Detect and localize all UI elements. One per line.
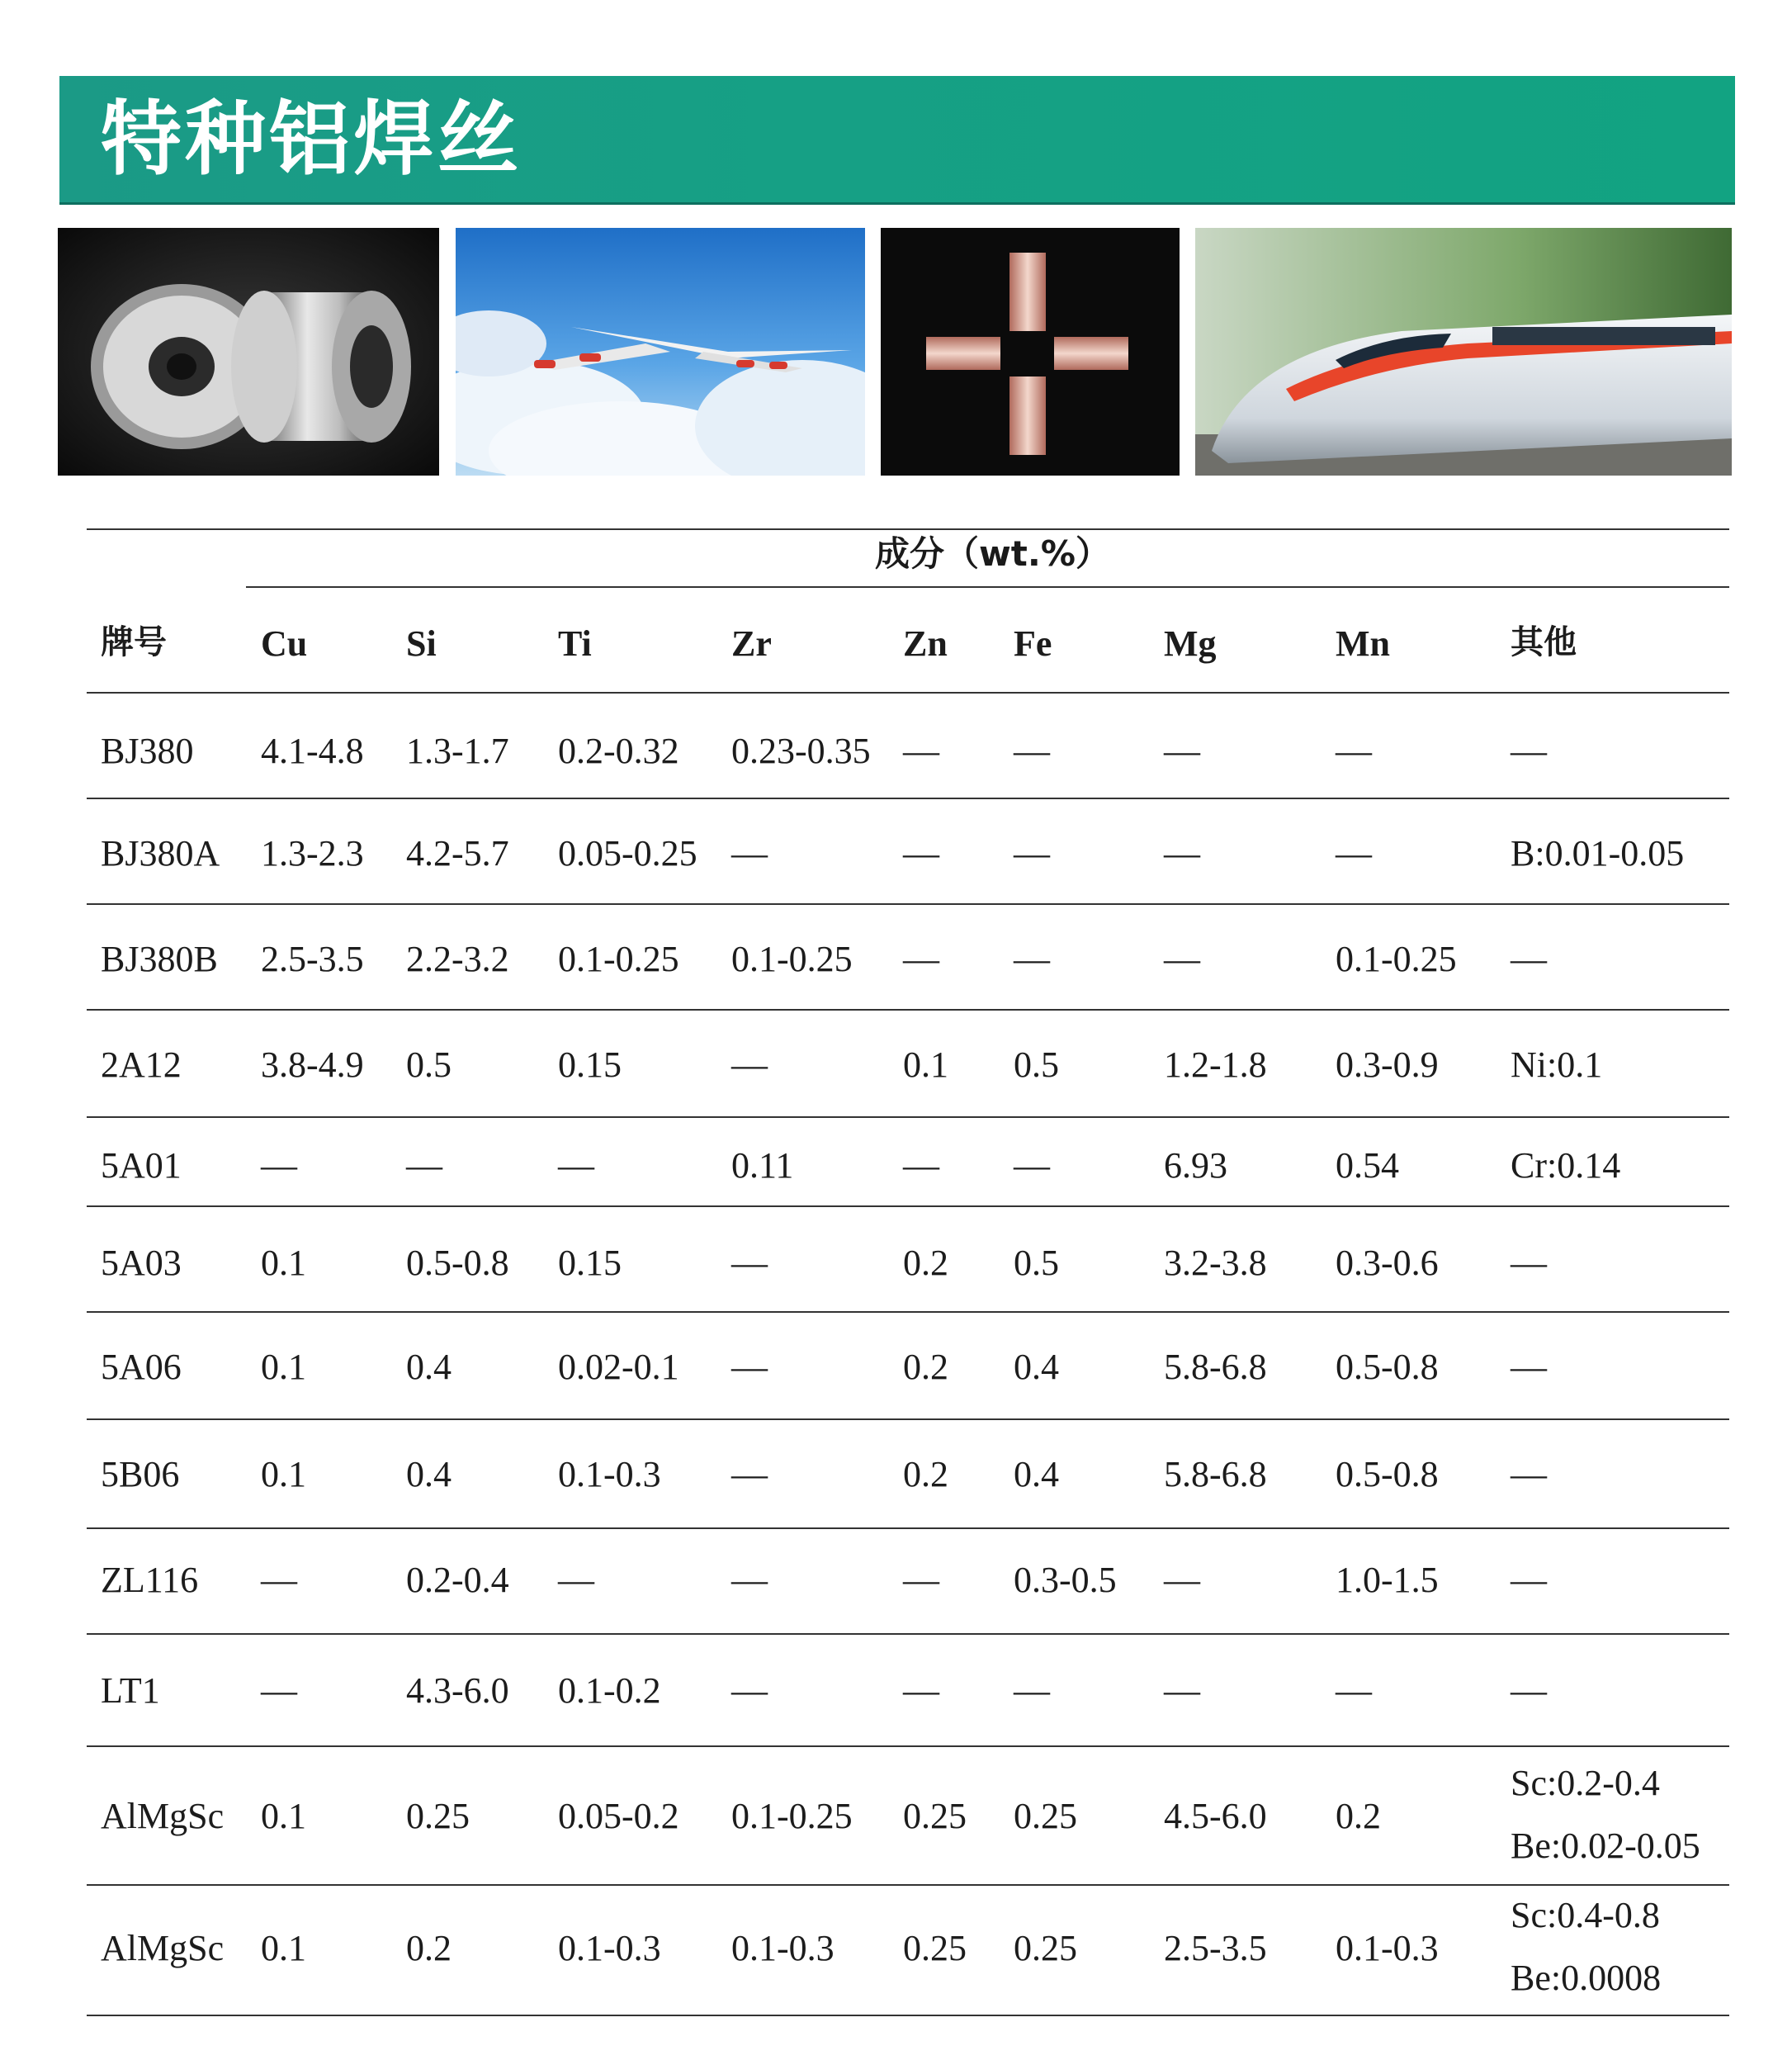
table-cell: — (731, 1454, 768, 1494)
table-cell: 0.05-0.25 (558, 833, 697, 874)
grade-cell: 5A03 (101, 1243, 182, 1283)
table-cell: 0.1-0.25 (731, 939, 853, 979)
table-cell: 0.25 (903, 1796, 967, 1836)
table-cell: Sc:0.2-0.4 (1511, 1763, 1660, 1803)
table-cell: 0.1-0.3 (1336, 1928, 1439, 1968)
table-cell: — (903, 731, 939, 771)
table-cell: — (1014, 939, 1050, 979)
grade-cell: 5A01 (101, 1145, 182, 1186)
table-cell: — (1336, 1670, 1372, 1711)
column-header: Cu (261, 623, 308, 664)
table-cell: — (731, 1243, 768, 1283)
table-cell: — (903, 939, 939, 979)
row-divider (87, 1633, 1729, 1635)
table-cell: 0.2 (903, 1243, 948, 1283)
table-cell: 0.5-0.8 (1336, 1454, 1439, 1494)
table-cell: 0.11 (731, 1145, 794, 1186)
table-cell: — (1164, 731, 1200, 771)
table-cell: 0.02-0.1 (558, 1347, 679, 1387)
table-cell: Sc:0.4-0.8 (1511, 1895, 1660, 1935)
table-cell-extra: Be:0.02-0.05 (1511, 1826, 1700, 1866)
row-divider (87, 1009, 1729, 1011)
column-header: Fe (1014, 623, 1052, 664)
column-header: Mg (1164, 623, 1217, 664)
group-header-rule (246, 586, 1729, 588)
table-cell: 2.5-3.5 (1164, 1928, 1267, 1968)
table-cell: Cr:0.14 (1511, 1145, 1621, 1186)
table-cell: — (1164, 939, 1200, 979)
table-cell: — (1164, 1670, 1200, 1711)
table-cell: — (1014, 731, 1050, 771)
grade-cell: 2A12 (101, 1044, 182, 1085)
table-cell: — (731, 833, 768, 874)
table-cell: 2.5-3.5 (261, 939, 364, 979)
table-cell: — (406, 1145, 442, 1186)
table-cell: — (1336, 731, 1372, 771)
table-cell: — (1164, 833, 1200, 874)
header-bottom-rule (87, 692, 1729, 694)
table-cell: — (903, 1560, 939, 1600)
table-cell: 0.2 (406, 1928, 452, 1968)
table-cell: 4.5-6.0 (1164, 1796, 1267, 1836)
column-header: Zr (731, 623, 772, 664)
table-cell: — (261, 1560, 297, 1600)
row-divider (87, 903, 1729, 905)
grade-cell: AlMgSc (101, 1796, 225, 1836)
table-cell: 0.25 (903, 1928, 967, 1968)
table-cell: — (261, 1145, 297, 1186)
table-cell: — (1511, 1347, 1547, 1387)
row-divider (87, 1527, 1729, 1529)
table-cell: — (1164, 1560, 1200, 1600)
table-cell: 0.1-0.3 (558, 1454, 661, 1494)
row-divider (87, 1418, 1729, 1420)
column-header: Mn (1336, 623, 1390, 664)
table-cell: 1.3-2.3 (261, 833, 364, 874)
table-cell: B:0.01-0.05 (1511, 833, 1685, 874)
grade-cell: BJ380B (101, 939, 218, 979)
table-cell: 5.8-6.8 (1164, 1454, 1267, 1494)
table-cell: 0.25 (406, 1796, 470, 1836)
table-cell: 0.1-0.2 (558, 1670, 661, 1711)
table-cell: — (1014, 1670, 1050, 1711)
table-cell: — (1511, 731, 1547, 771)
table-cell: 0.5 (1014, 1044, 1059, 1085)
table-cell: 0.25 (1014, 1796, 1077, 1836)
grade-cell: BJ380 (101, 731, 194, 771)
table-cell: 0.2 (903, 1454, 948, 1494)
table-cell: 0.3-0.5 (1014, 1560, 1117, 1600)
table-cell: 0.3-0.9 (1336, 1044, 1439, 1085)
table-cell: 0.25 (1014, 1928, 1077, 1968)
table-cell: 0.5-0.8 (406, 1243, 509, 1283)
table-cell: 0.2-0.32 (558, 731, 679, 771)
table-cell: 4.2-5.7 (406, 833, 509, 874)
table-cell: 0.1-0.3 (731, 1928, 835, 1968)
table-cell: 6.93 (1164, 1145, 1227, 1186)
table-cell: 0.1 (261, 1928, 306, 1968)
table-cell: 0.2-0.4 (406, 1560, 509, 1600)
table-cell: — (1014, 1145, 1050, 1186)
table-cell: 0.1 (261, 1796, 306, 1836)
table-cell: 0.15 (558, 1044, 622, 1085)
table-cell: 0.4 (1014, 1454, 1059, 1494)
table-cell: 0.5 (406, 1044, 452, 1085)
row-divider (87, 1884, 1729, 1886)
table-cell: 0.3-0.6 (1336, 1243, 1439, 1283)
table-cell: — (1511, 939, 1547, 979)
table-cell: 1.3-1.7 (406, 731, 509, 771)
table-cell: 0.4 (406, 1347, 452, 1387)
table-cell: 4.1-4.8 (261, 731, 364, 771)
table-cell: 3.8-4.9 (261, 1044, 364, 1085)
table-cell: 0.23-0.35 (731, 731, 871, 771)
table-cell: 0.1-0.25 (1336, 939, 1457, 979)
column-header: 其他 (1511, 623, 1577, 661)
table-cell: 0.1 (261, 1243, 306, 1283)
table-cell: 4.3-6.0 (406, 1670, 509, 1711)
table-cell: 0.1 (903, 1044, 948, 1085)
table-cell: — (731, 1347, 768, 1387)
table-cell: — (903, 833, 939, 874)
row-divider (87, 2015, 1729, 2016)
table-cell: 0.54 (1336, 1145, 1399, 1186)
table-cell: 3.2-3.8 (1164, 1243, 1267, 1283)
table-cell: 0.2 (1336, 1796, 1381, 1836)
group-header-composition: 成分（wt.%） (875, 533, 1110, 574)
row-divider (87, 1205, 1729, 1207)
table-cell: 0.1-0.3 (558, 1928, 661, 1968)
table-cell: — (731, 1670, 768, 1711)
table-cell: 0.4 (1014, 1347, 1059, 1387)
table-cell: 0.4 (406, 1454, 452, 1494)
row-divider (87, 1311, 1729, 1313)
table-cell: 0.1 (261, 1347, 306, 1387)
table-cell: — (1511, 1670, 1547, 1711)
table-cell: — (1511, 1454, 1547, 1494)
table-cell: 2.2-3.2 (406, 939, 509, 979)
page-title: 特种铝焊丝 (101, 92, 522, 187)
table-cell: 0.05-0.2 (558, 1796, 679, 1836)
column-header: Si (406, 623, 437, 664)
table-cell: — (1511, 1243, 1547, 1283)
table-cell: — (731, 1560, 768, 1600)
table-cell: 0.1 (261, 1454, 306, 1494)
column-header: Ti (558, 623, 592, 664)
table-cell: 1.0-1.5 (1336, 1560, 1439, 1600)
table-cell: 0.5-0.8 (1336, 1347, 1439, 1387)
grade-cell: LT1 (101, 1670, 160, 1711)
grade-cell: 5B06 (101, 1454, 180, 1494)
table-cell: — (1336, 833, 1372, 874)
grade-cell: BJ380A (101, 833, 220, 874)
grade-cell: ZL116 (101, 1560, 199, 1600)
table-top-rule (87, 528, 1729, 530)
table-cell: — (903, 1145, 939, 1186)
table-cell: Ni:0.1 (1511, 1044, 1603, 1085)
table-cell: — (558, 1145, 594, 1186)
table-cell: 0.2 (903, 1347, 948, 1387)
table-cell: 0.15 (558, 1243, 622, 1283)
table-cell: 0.1-0.25 (731, 1796, 853, 1836)
grade-cell: 5A06 (101, 1347, 182, 1387)
table-cell: — (731, 1044, 768, 1085)
row-divider (87, 1116, 1729, 1118)
table-cell: 0.5 (1014, 1243, 1059, 1283)
column-header: Zn (903, 623, 948, 664)
table-cell: — (558, 1560, 594, 1600)
table-cell: 1.2-1.8 (1164, 1044, 1267, 1085)
table-cell: — (1511, 1560, 1547, 1600)
table-cell: 0.1-0.25 (558, 939, 679, 979)
table-cell: — (261, 1670, 297, 1711)
table-cell-extra: Be:0.0008 (1511, 1958, 1662, 1998)
row-divider (87, 798, 1729, 799)
column-header: 牌号 (101, 623, 167, 661)
table-cell: 5.8-6.8 (1164, 1347, 1267, 1387)
table-cell: — (1014, 833, 1050, 874)
row-divider (87, 1745, 1729, 1747)
grade-cell: AlMgSc (101, 1928, 225, 1968)
table-cell: — (903, 1670, 939, 1711)
